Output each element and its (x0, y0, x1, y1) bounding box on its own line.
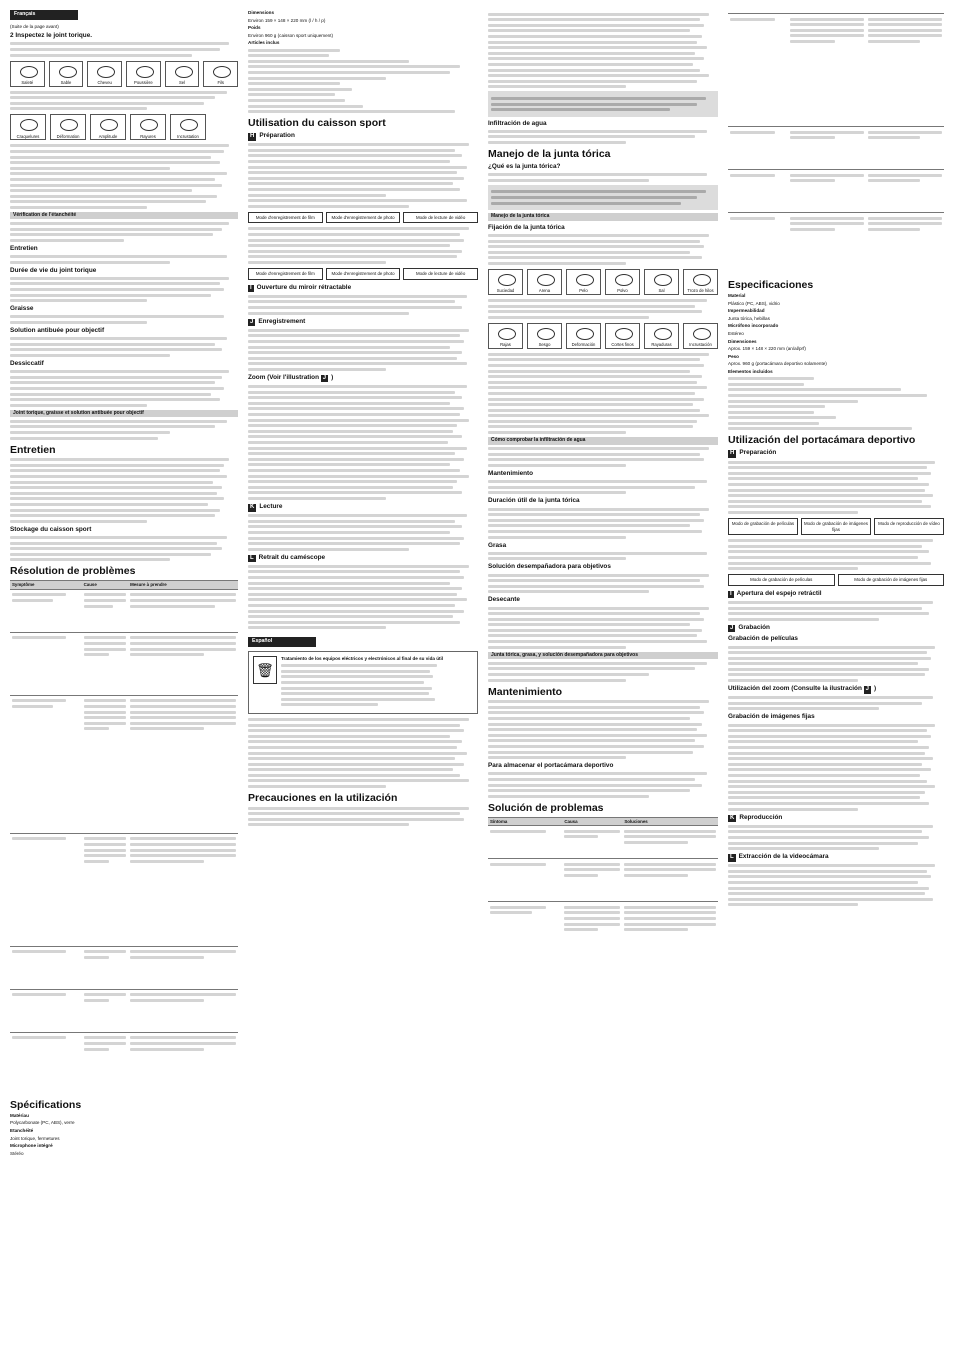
contamination-icons-es (488, 269, 718, 295)
subheading: Grabación de imágenes fijas (728, 713, 815, 721)
table-header: Symptôme Cause Mesure à prendre (10, 581, 238, 589)
continued-note: (Suite de la page avant) (10, 23, 59, 29)
column-4: Especificaciones Material Plástico (PC, ABS), vidrio Impermeabilidad Junta tórica, hebillas Micrófono incorporado Estéreo Dimensiones Aprox. 159 × 148 × 220 mm (an/al/prf) Peso Aprox. 960 g (portacámara deportivo solamente) Elementos incluidos Utilización del portacámara deportivo H Preparación Modo de grabación de películas Modo de grabación de imágenes fijas Modo de reproducción de vídeo Modo de grabación de películas Modo de grabación de imágenes fijas I Apertura del espejo retráctil J Grabación Grabación de películas Utilización del zoom (Consulte la ilustración J ) Grabación de imágenes fijas K Reproducción L Extracción de la videocámara (728, 10, 944, 1339)
subheading: Grabación de películas (728, 635, 798, 643)
section-title: Precauciones en la utilización (248, 792, 398, 805)
section-bar-watertight: Vérification de l'étanchéité (10, 212, 238, 220)
table-header: Síntoma Causa Soluciones (488, 817, 718, 825)
illustration-h-marker: H (250, 133, 255, 140)
mode-diagram-2: Mode d'enregistrement de film Mode d'enregistrement de photo Mode de lecture de vidéo (248, 268, 478, 280)
important-box (488, 185, 718, 210)
crossed-bin-icon: 🗑 (253, 656, 277, 684)
zoom-heading: Zoom (Voir l'illustration J ) (248, 373, 334, 381)
subheading: Mantenimiento (488, 470, 534, 478)
sand-icon: Sable (49, 61, 84, 87)
table-row (10, 695, 238, 833)
mode-diagram-es (728, 518, 944, 535)
threads-icon: Fils (203, 61, 238, 87)
deformation-icon: Déformation (50, 114, 86, 140)
section-title: Entretien (10, 443, 56, 456)
section-title: Mantenimiento (488, 685, 563, 698)
contamination-icons (10, 61, 238, 87)
mode-diagram-es-2: Modo de grabación de películas Modo de grabación de imágenes fijas (728, 574, 944, 586)
section-bar-oring: Joint torique, graisse et solution antibuée pour objectif (10, 410, 238, 418)
section-bar-leak: Cómo comprobar la infiltración de agua (488, 437, 718, 445)
dirt-icon: Suciedad (488, 269, 523, 295)
subheading: ¿Qué es la junta tórica? (488, 163, 561, 171)
subheading: Graisse (10, 305, 34, 313)
crack-icon: Craquelures (10, 114, 46, 140)
mode-diagram (248, 212, 478, 224)
table-row (488, 826, 718, 859)
section-title: Utilización del portacámara deportivo (728, 434, 916, 447)
illustration-l-marker: L (730, 854, 734, 861)
subheading: Duración útil de la junta tórica (488, 497, 580, 505)
illustration-k-marker: K (250, 503, 255, 510)
troubleshooting-table-fr (10, 580, 238, 1094)
table-row (488, 859, 718, 902)
damage-icons (10, 114, 238, 140)
threads-icon: Trozo de hilos (683, 269, 718, 295)
subheading: Fijación de la junta tórica (488, 223, 565, 231)
table-row (10, 632, 238, 695)
dust-icon: Poussière (126, 61, 161, 87)
illustration-j-marker: J (730, 624, 734, 631)
column-3 (488, 10, 718, 1339)
hair-icon: Pelo (566, 269, 601, 295)
step-heading: 2 Inspectez le joint torique. (10, 32, 93, 40)
inlay-icon: Incrustación (683, 323, 718, 349)
troubleshooting-table-es (488, 817, 718, 1024)
section-title: Spécifications (10, 1098, 82, 1111)
subheading: Stockage du caisson sport (10, 525, 92, 533)
amplitude-icon: Amplitude (90, 114, 126, 140)
section-title: Utilisation du caisson sport (248, 117, 386, 130)
table-row (10, 833, 238, 946)
column-1: Français (Suite de la page avant) 2 Inspectez le joint torique. Saleté Sable Cheveu Poussière Sel Fils Craquelures Déformation Amplitude Rayures Incrustation Vérification de l'étanchéité Entretien Durée de vie du joint torique Graisse Solution antibuée pour objectif Dessiccatif Joint torique, graisse et solution antibuée pour objectif Entretien Stockage du caisson sport Résolution de problèmes Symptôme Cause Mesure à prendre Spécifications Matériau Polycarbonate (PC, ABS), verre Etanchéité Joint torique, fermetures Microphone intégré Stéréo (10, 10, 238, 1339)
table-row (488, 902, 718, 1025)
mode-playback: Modo de reproducción de vídeo (874, 518, 944, 535)
subheading: Solución desempañadora para objetivos (488, 563, 611, 571)
subheading: Dessiccatif (10, 359, 44, 367)
mode-playback: Mode de lecture de vidéo (403, 212, 478, 224)
subheading: Grasa (488, 541, 507, 549)
section-bar-oring: Manejo de la junta tórica (488, 213, 718, 221)
mode-photo: Mode d'enregistrement de photo (326, 212, 401, 224)
illustration-k-marker: K (730, 814, 735, 821)
troubleshooting-table-es-cont (728, 13, 944, 275)
subheading: Infiltración de agua (488, 119, 547, 127)
language-tab-es: Español (248, 637, 316, 647)
zoom-heading: Utilización del zoom (Consulte la ilustración J ) (728, 685, 877, 693)
weee-notice: 🗑 Tratamiento de los equipos eléctricos y electrónicos al final de su vida útil (248, 651, 478, 714)
subheading: Entretien (10, 244, 38, 252)
inlay-icon: Incrustation (170, 114, 206, 140)
hair-icon: Cheveu (87, 61, 122, 87)
subheading: Durée de vie du joint torique (10, 266, 97, 274)
scratch-icon: Rayaduras (644, 323, 679, 349)
subheading: Solution antibuée pour objectif (10, 326, 105, 334)
table-row (10, 589, 238, 632)
salt-icon: Sel (165, 61, 200, 87)
warning-box (488, 91, 718, 116)
mode-movie: Modo de grabación de películas (728, 518, 798, 535)
table-row (728, 14, 944, 127)
illustration-l-marker: L (250, 554, 254, 561)
skew-icon: Sesgo (527, 323, 562, 349)
mode-photo: Modo de grabación de imágenes fijas (801, 518, 871, 535)
subheading: Para almacenar el portacámara deportivo (488, 762, 614, 770)
illustration-i-marker: I (250, 284, 252, 291)
illustration-h-marker: H (730, 450, 735, 457)
table-row (728, 213, 944, 276)
mode-movie: Mode d'enregistrement de film (248, 212, 323, 224)
cut-icon: Cortes finos (605, 323, 640, 349)
section-title: Especificaciones (728, 279, 814, 291)
section-bar-supplies: Junta tórica, grasa, y solución desempañadora para objetivos (488, 652, 718, 660)
sand-icon: Arena (527, 269, 562, 295)
deformation-icon: Deformación (566, 323, 601, 349)
table-row (728, 170, 944, 213)
scratch-icon: Rayures (130, 114, 166, 140)
table-row (10, 1032, 238, 1095)
subheading: Desecante (488, 596, 520, 604)
section-title: Résolution de problèmes (10, 565, 136, 578)
crack-icon: Rajas (488, 323, 523, 349)
column-2: Dimensions Environ 159 × 148 × 220 mm (l / h / p) Poids Environ 960 g (caisson sport uniquement) Articles inclus Utilisation du caisson sport H Préparation Mode d'enregistrement de film Mode d'enregistrement de photo Mode de lecture de vidéo Mode d'enregistrement de film Mode d'enregistrement de photo Mode de lecture de vidéo I Ouverture du miroir rétractable J Enregistrement Zoom (Voir l'illustration J ) K Lecture L Retrait du caméscope Español 🗑 Tratamiento de los equipos eléctricos y electrónicos al final de su vida útil Precauciones en la utilización (248, 10, 478, 1339)
salt-icon: Sal (644, 269, 679, 295)
illustration-i-marker: I (730, 590, 732, 597)
table-row (728, 127, 944, 170)
illustration-j-marker: J (250, 318, 254, 325)
language-tab-fr: Français (10, 10, 78, 20)
dirt-icon: Saleté (10, 61, 45, 87)
table-row (10, 989, 238, 1032)
table-row (10, 946, 238, 989)
damage-icons-es (488, 323, 718, 349)
section-title: Solución de problemas (488, 801, 604, 814)
dust-icon: Polvo (605, 269, 640, 295)
section-title: Manejo de la junta tórica (488, 148, 611, 161)
